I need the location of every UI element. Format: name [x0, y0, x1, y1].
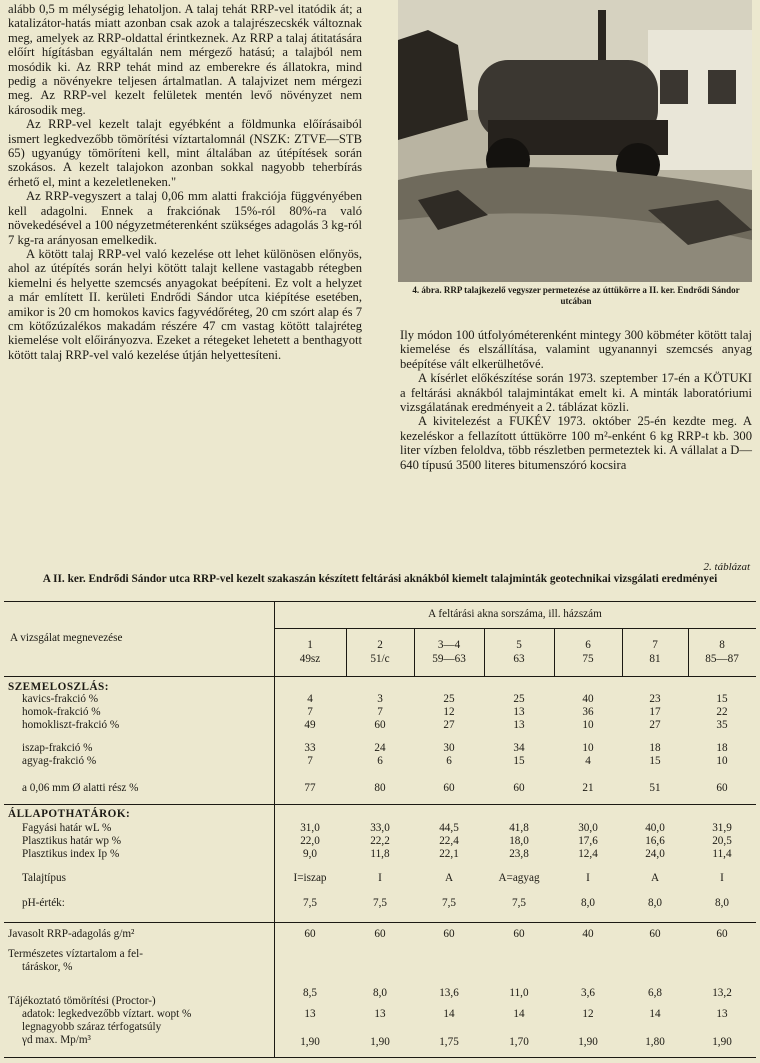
table-cell: I	[720, 872, 724, 884]
table-cell: 1,90	[712, 1036, 732, 1048]
row-label: Plasztikus index Ip %	[22, 848, 120, 860]
column-house-number: 75	[582, 653, 594, 665]
section-title: ÁLLAPOTHATÁROK:	[8, 808, 131, 820]
table-cell: 23,8	[509, 848, 529, 860]
row-label: adatok: legkedvezőbb víztart. wopt %	[22, 1008, 192, 1020]
left-paragraph-1: alább 0,5 m mélységig lehatoljon. A talaj tehát RRP-vel itatódik át; a katalizátor-hatás miatt azonban csak azok a talajrészecskék változnak meg, amelyek az RRP-oldattal érintkeznek. Az RRP a talaj átitatására előírt hígításban egyáltalán nem mérgező hatású; a talajból nem mosódik ki. Az RRP tehát mind az emberekre és állatokra, mind pedig a növényekre teljesen ártalmatlan. A talajvizet nem mérgezi meg. Az RRP-vel kezelt felületek mentén levő növényzet nem károsodik meg.	[8, 2, 362, 117]
table-divider	[4, 676, 756, 677]
table-cell: 11,0	[509, 987, 529, 999]
row-label: Természetes víztartalom a fel-	[8, 948, 143, 960]
row-label: táráskor, %	[22, 961, 73, 973]
photo-caption: 4. ábra. RRP talajkezelő vegyszer permetezése az úttükörre a II. ker. Endrődi Sándor utcában	[412, 285, 740, 306]
row-label: pH-érték:	[22, 897, 65, 909]
table-cell: 7	[307, 755, 313, 767]
road-spraying-photo	[398, 0, 752, 282]
table-cell: 25	[443, 693, 455, 705]
table-cell: 12,4	[578, 848, 598, 860]
table-cell: 15	[513, 755, 525, 767]
row-header-label: A vizsgálat megnevezése	[10, 632, 123, 644]
table-cell: 27	[649, 719, 661, 731]
table-cell: 40	[582, 928, 594, 940]
table-cell: 15	[649, 755, 661, 767]
table-cell: I	[378, 872, 382, 884]
table-cell: 17,6	[578, 835, 598, 847]
left-text-column	[8, 2, 362, 362]
row-label: homokliszt-frakció %	[22, 719, 120, 731]
row-label: homok-frakció %	[22, 706, 101, 718]
row-label: iszap-frakció %	[22, 742, 93, 754]
table-cell: 21	[582, 782, 594, 794]
table-cell: 80	[374, 782, 386, 794]
table-cell: 77	[304, 782, 316, 794]
table-cell: 7	[307, 706, 313, 718]
table-cell: 27	[443, 719, 455, 731]
right-paragraph-2: A kísérlet előkészítése során 1973. szeptember 17-én a KÖTUKI a feltárási aknákból talajmintákat emelt ki. A minták laboratóriumi vizsgálatának eredményeit a 2. táblázat közli.	[400, 371, 752, 415]
column-number: 6	[585, 639, 591, 651]
table-cell: 8,5	[303, 987, 317, 999]
table-cell: 22	[716, 706, 728, 718]
row-label: agyag-frakció %	[22, 755, 97, 767]
column-house-number: 49sz	[299, 653, 321, 665]
table-cell: 20,5	[712, 835, 732, 847]
table-cell: 24,0	[645, 848, 665, 860]
row-label: legnagyobb száraz térfogatsúly	[22, 1021, 162, 1033]
table-cell: 7	[377, 706, 383, 718]
table-cell: 13	[716, 1008, 728, 1020]
table-divider	[622, 628, 623, 676]
table-cell: 60	[513, 928, 525, 940]
table-cell: 9,0	[303, 848, 317, 860]
table-divider	[274, 602, 275, 1057]
table-cell: 8,0	[715, 897, 729, 909]
column-number: 7	[652, 639, 658, 651]
table-cell: 14	[649, 1008, 661, 1020]
table-cell: 60	[443, 782, 455, 794]
column-house-number: 85—87	[705, 653, 739, 665]
table-cell: 23	[649, 693, 661, 705]
left-paragraph-4: A kötött talaj RRP-vel való kezelése ott lehet különösen előnyös, ahol az útépítés során helyi kötött talajt kellene vastagabb rétegben kiemelni és helyette szemcsés anyagokat beépíteni. Ez volt a helyzet a már említett II. kerületi Endrődi Sándor utca kiépítése esetében, amikor is 20 cm homokos kavics fagyvédőréteg, 20 cm szórt alap és 7 cm kötőzúzalékos makadám részére 47 cm vastag kötött talajréteg kiemelése volt előirányozva. Ezeket a rétegeket lehetett a benthagyott kötött talaj RRP-vel való kezelése útján helyettesíteni.	[8, 246, 362, 362]
table-cell: 49	[304, 719, 316, 731]
table-cell: 25	[513, 693, 525, 705]
table-cell: 4	[585, 755, 591, 767]
table-cell: 18,0	[509, 835, 529, 847]
table-cell: 36	[582, 706, 594, 718]
table-cell: 60	[716, 782, 728, 794]
column-house-number: 59—63	[432, 653, 466, 665]
column-house-number: 51/c	[370, 653, 390, 665]
table-divider	[484, 628, 485, 676]
table-cell: 7,5	[442, 897, 456, 909]
column-number: 3—4	[437, 639, 461, 651]
table-cell: 22,1	[439, 848, 459, 860]
table-cell: 13	[374, 1008, 386, 1020]
table-cell: 7,5	[512, 897, 526, 909]
table-cell: 6	[377, 755, 383, 767]
column-number: 1	[307, 639, 313, 651]
table-cell: 30,0	[578, 822, 598, 834]
table-cell: 10	[582, 719, 594, 731]
table-cell: 60	[443, 928, 455, 940]
table-divider	[554, 628, 555, 676]
table-cell: 1,90	[300, 1036, 320, 1048]
table-cell: 7,5	[303, 897, 317, 909]
table-cell: 8,0	[373, 987, 387, 999]
table-cell: 40	[582, 693, 594, 705]
table-cell: 14	[513, 1008, 525, 1020]
table-cell: 4	[307, 693, 313, 705]
table-cell: 18	[649, 742, 661, 754]
table-cell: 60	[716, 928, 728, 940]
row-label: Javasolt RRP-adagolás g/m²	[8, 928, 135, 940]
table-number: 2. táblázat	[703, 561, 750, 573]
table-cell: A	[650, 872, 660, 884]
table-cell: 12	[443, 706, 455, 718]
table-cell: 22,2	[370, 835, 390, 847]
photo-illustration	[398, 0, 752, 282]
table-cell: 31,0	[300, 822, 320, 834]
table-cell: 60	[513, 782, 525, 794]
table-cell: 3,6	[581, 987, 595, 999]
column-house-number: 63	[513, 653, 525, 665]
table-divider	[688, 628, 689, 676]
right-paragraph-3: A kivitelezést a FUKÉV 1973. október 25-én kezdte meg. A kezeléskor a fellazított úttükörre 100 m²-enként 6 kg RRP-t kb. 300 liter vízben feloldva, több részletben permeteztek ki. A vállalat a D—640 típusú 3500 literes bitumenszóró kocsira	[400, 414, 752, 472]
row-label: a 0,06 mm Ø alatti rész %	[22, 782, 139, 794]
table-cell: I	[586, 872, 590, 884]
table-divider	[4, 804, 756, 805]
table-cell: 22,4	[439, 835, 459, 847]
results-table	[4, 601, 756, 1058]
table-cell: 13,2	[712, 987, 732, 999]
table-cell: 30	[443, 742, 455, 754]
table-cell: 40,0	[645, 822, 665, 834]
column-number: 5	[516, 639, 522, 651]
table-cell: 13	[513, 719, 525, 731]
table-cell: 7,5	[373, 897, 387, 909]
column-house-number: 81	[649, 653, 661, 665]
column-number: 2	[377, 639, 383, 651]
table-cell: 15	[716, 693, 728, 705]
table-cell: 11,4	[712, 848, 732, 860]
table-cell: 10	[716, 755, 728, 767]
row-label: γd max. Mp/m³	[22, 1034, 91, 1046]
table-cell: 24	[374, 742, 386, 754]
row-label: Fagyási határ wL %	[22, 822, 112, 834]
row-label: Talajtípus	[22, 872, 66, 884]
table-cell: 12	[582, 1008, 594, 1020]
table-cell: 35	[716, 719, 728, 731]
left-paragraph-3: Az RRP-vegyszert a talaj 0,06 mm alatti frakciója függvényében kell adagolni. Ennek a frakciónak 15%-ról 80%-ra való növekedésével a 100 négyzetméterenként szükséges adagolás 3 kg-ról 7 kg-ra arányosan emelkedik.	[8, 189, 362, 247]
table-divider	[414, 628, 415, 676]
row-label: kavics-frakció %	[22, 693, 99, 705]
table-cell: 18	[716, 742, 728, 754]
table-cell: 13	[513, 706, 525, 718]
table-cell: 33,0	[370, 822, 390, 834]
table-cell: 60	[649, 928, 661, 940]
table-cell: 31,9	[712, 822, 732, 834]
table-cell: 33	[304, 742, 316, 754]
column-number: 8	[719, 639, 725, 651]
table-cell: 44,5	[439, 822, 459, 834]
table-cell: 17	[649, 706, 661, 718]
table-divider	[346, 628, 347, 676]
table-cell: 6	[446, 755, 452, 767]
table-cell: 8,0	[648, 897, 662, 909]
table-cell: 1,75	[439, 1036, 459, 1048]
table-cell: 11,8	[370, 848, 390, 860]
table-cell: 14	[443, 1008, 455, 1020]
table-cell: 1,90	[578, 1036, 598, 1048]
section-title: SZEMELOSZLÁS:	[8, 681, 110, 693]
table-cell: 60	[374, 719, 386, 731]
table-cell: 8,0	[581, 897, 595, 909]
table-cell: 10	[582, 742, 594, 754]
right-text-column	[400, 328, 752, 472]
left-paragraph-2: Az RRP-vel kezelt talajt egyébként a földmunka előírásaiból ismert legkedvezőbb tömörítési víztartalomnál (NSZK: ZTVE—STB 65) ugyanúgy tömöríteni kell, mint általában az útépítések során szokásos. A kezelt talajokon azonban sokkal nagyobb teherbírás érhető el, mint a kezeletleneken."	[8, 117, 362, 189]
table-divider	[4, 922, 756, 923]
table-cell: 34	[513, 742, 525, 754]
table-cell: 3	[377, 693, 383, 705]
group-header: A feltárási akna sorszáma, ill. házszám	[428, 608, 602, 620]
row-label: Plasztikus határ wp %	[22, 835, 122, 847]
table-divider	[274, 628, 756, 629]
table-cell: I=iszap	[293, 872, 327, 884]
table-cell: 60	[374, 928, 386, 940]
row-label: Tájékoztató tömörítési (Proctor-)	[8, 995, 156, 1007]
table-title: A II. ker. Endrődi Sándor utca RRP-vel kezelt szakaszán készített feltárási aknákból kiemelt talajminták geotechnikai vizsgálati eredményei	[42, 573, 718, 585]
table-cell: 1,90	[370, 1036, 390, 1048]
right-paragraph-1: Ily módon 100 útfolyóméterenként mintegy 300 köbméter kötött talaj kiemelése és elszállítása, valamint ugyanannyi szemcsés anyag beépítése vált elkerülhetővé.	[400, 328, 752, 371]
table-cell: 22,0	[300, 835, 320, 847]
table-cell: 13	[304, 1008, 316, 1020]
table-cell: A	[444, 872, 454, 884]
table-cell: 6,8	[648, 987, 662, 999]
table-cell: A=agyag	[498, 872, 540, 884]
table-cell: 13,6	[439, 987, 459, 999]
table-cell: 41,8	[509, 822, 529, 834]
table-cell: 1,70	[509, 1036, 529, 1048]
table-cell: 51	[649, 782, 661, 794]
table-cell: 1,80	[645, 1036, 665, 1048]
table-cell: 60	[304, 928, 316, 940]
table-cell: 16,6	[645, 835, 665, 847]
